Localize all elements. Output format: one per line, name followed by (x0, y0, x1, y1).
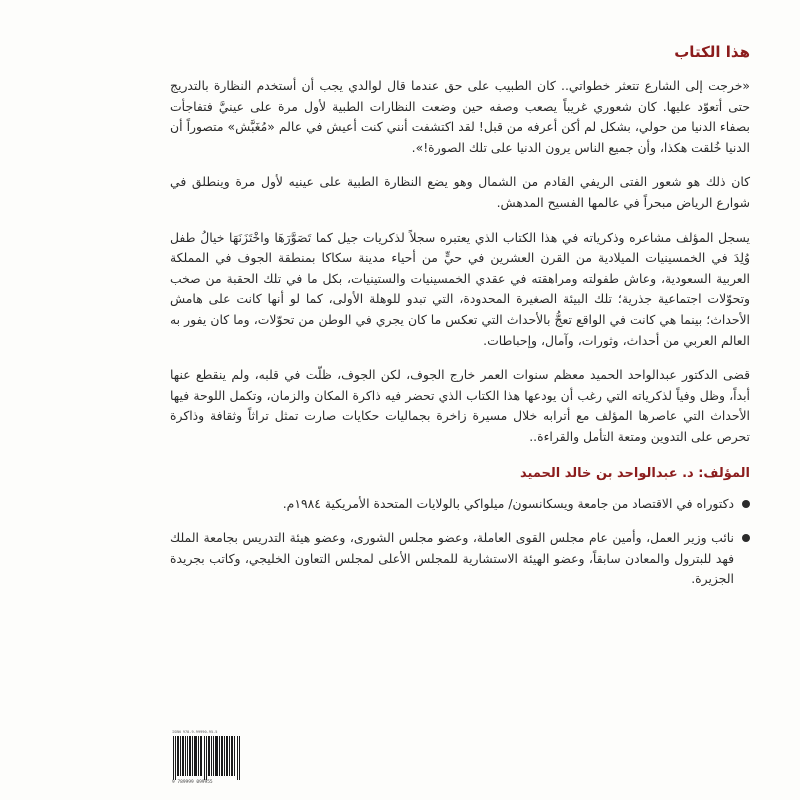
barcode-digits: 9 789999 099955 (172, 780, 213, 785)
summary-paragraph: كان ذلك هو شعور الفتى الريفي القادم من الشمال وهو يضع النظارة الطبية على عينيه لأول مرة وينطلق في شوارع الرياض مبحراً في عالمها الفسيح المدهش. (170, 174, 750, 210)
bio-item-positions (170, 528, 750, 590)
bio-text: نائب وزير العمل، وأمين عام مجلس القوى العاملة، وعضو مجلس الشورى، وعضو هيئة التدريس بجامعة الملك فهد للبترول والمعادن سابقاً، وعضو الهيئة الاستشارية للمجلس الأعلى لمجلس التعاون الخليجي، وكاتب بجريدة الجزيرة. (170, 530, 734, 587)
author-heading: المؤلف: د. عبدالواحد بن خالد الحميد (520, 465, 750, 481)
isbn-barcode (172, 730, 247, 790)
barcode-icon (172, 736, 242, 780)
quote-paragraph: «خرجت إلى الشارع تتعثر خطواتي.. كان الطبيب على حق عندما قال لوالدي يجب أن أستخدم النظارة بالتدريج حتى أتعوّد عليها. كان شعوري غريباً يصعب وصفه حين وضعت النظارات الطبية لأول مرة على عينيَّ فتفاجأت بصفاء الدنيا من حولي، بشكل لم أكن أعرفه من قبل! لقد اكتشفت أنني كنت أعيش في عالم «مُغَبَّش» متصوراً أن الدنيا خُلقت هكذا، وأن جميع الناس يرون الدنيا على تلك الصورة!». (170, 78, 750, 155)
cover-text-block (170, 42, 750, 604)
description-paragraph: يسجل المؤلف مشاعره وذكرياته في هذا الكتاب الذي يعتبره سجلاً لذكريات جيل كما تَصَوَّرَهَا واخْتَزَنَهَا خيالُ طفل وُلِدَ في الخمسينيات الميلادية من القرن العشرين في حيٍّ من أحياء مدينة سكاكا بمنطقة الجوف في المملكة العربية السعودية، وعاش طفولته ومراهقته في عقدي الخمسينيات والستينيات، بكل ما في تلك الحقبة من صخب وتحوّلات اجتماعية جذرية؛ تلك البيئة الصغيرة المحدودة، التي تبدو للوهلة الأولى، كما لو أنها كانت على هامش الأحداث؛ بينما هي كانت في الواقع تعجُّ بالأحداث التي تعكس ما كان يجري في الوطن من تحوّلات، وما كان يفور به العالم العربي من أحداث، وثورات، وآمال، وإحباطات. (170, 229, 750, 348)
bio-item-degree (170, 494, 750, 515)
bio-text: دكتوراه في الاقتصاد من جامعة ويسكانسون/ ميلواكي بالولايات المتحدة الأمريكية ١٩٨٤م. (282, 495, 734, 511)
author-bio-list (170, 494, 750, 590)
author-note-paragraph: قضى الدكتور عبدالواحد الحميد معظم سنوات العمر خارج الجوف، لكن الجوف، ظلّت في قلبه، ولم ينقطع عنها أبداً، وظل وفياً لذكرياته التي رغب أن يودعها هذا الكتاب الذي تحضر فيه ذاكرة المكان والزمان، وتكمل اللوحة فيها الأحداث التي عاصرها المؤلف مع أترابه خلال مسيرة زاخرة بجماليات حكايات صارت تمثل تراثاً وثقافة وذاكرة تحرص على التدوين ومتعة التأمل والقراءة.. (170, 367, 750, 444)
isbn-label: ISBN 978-9-99990-95-5 (172, 730, 218, 734)
bullet-icon (742, 534, 750, 542)
section-title: هذا الكتاب (674, 43, 750, 61)
bullet-icon (742, 500, 750, 508)
